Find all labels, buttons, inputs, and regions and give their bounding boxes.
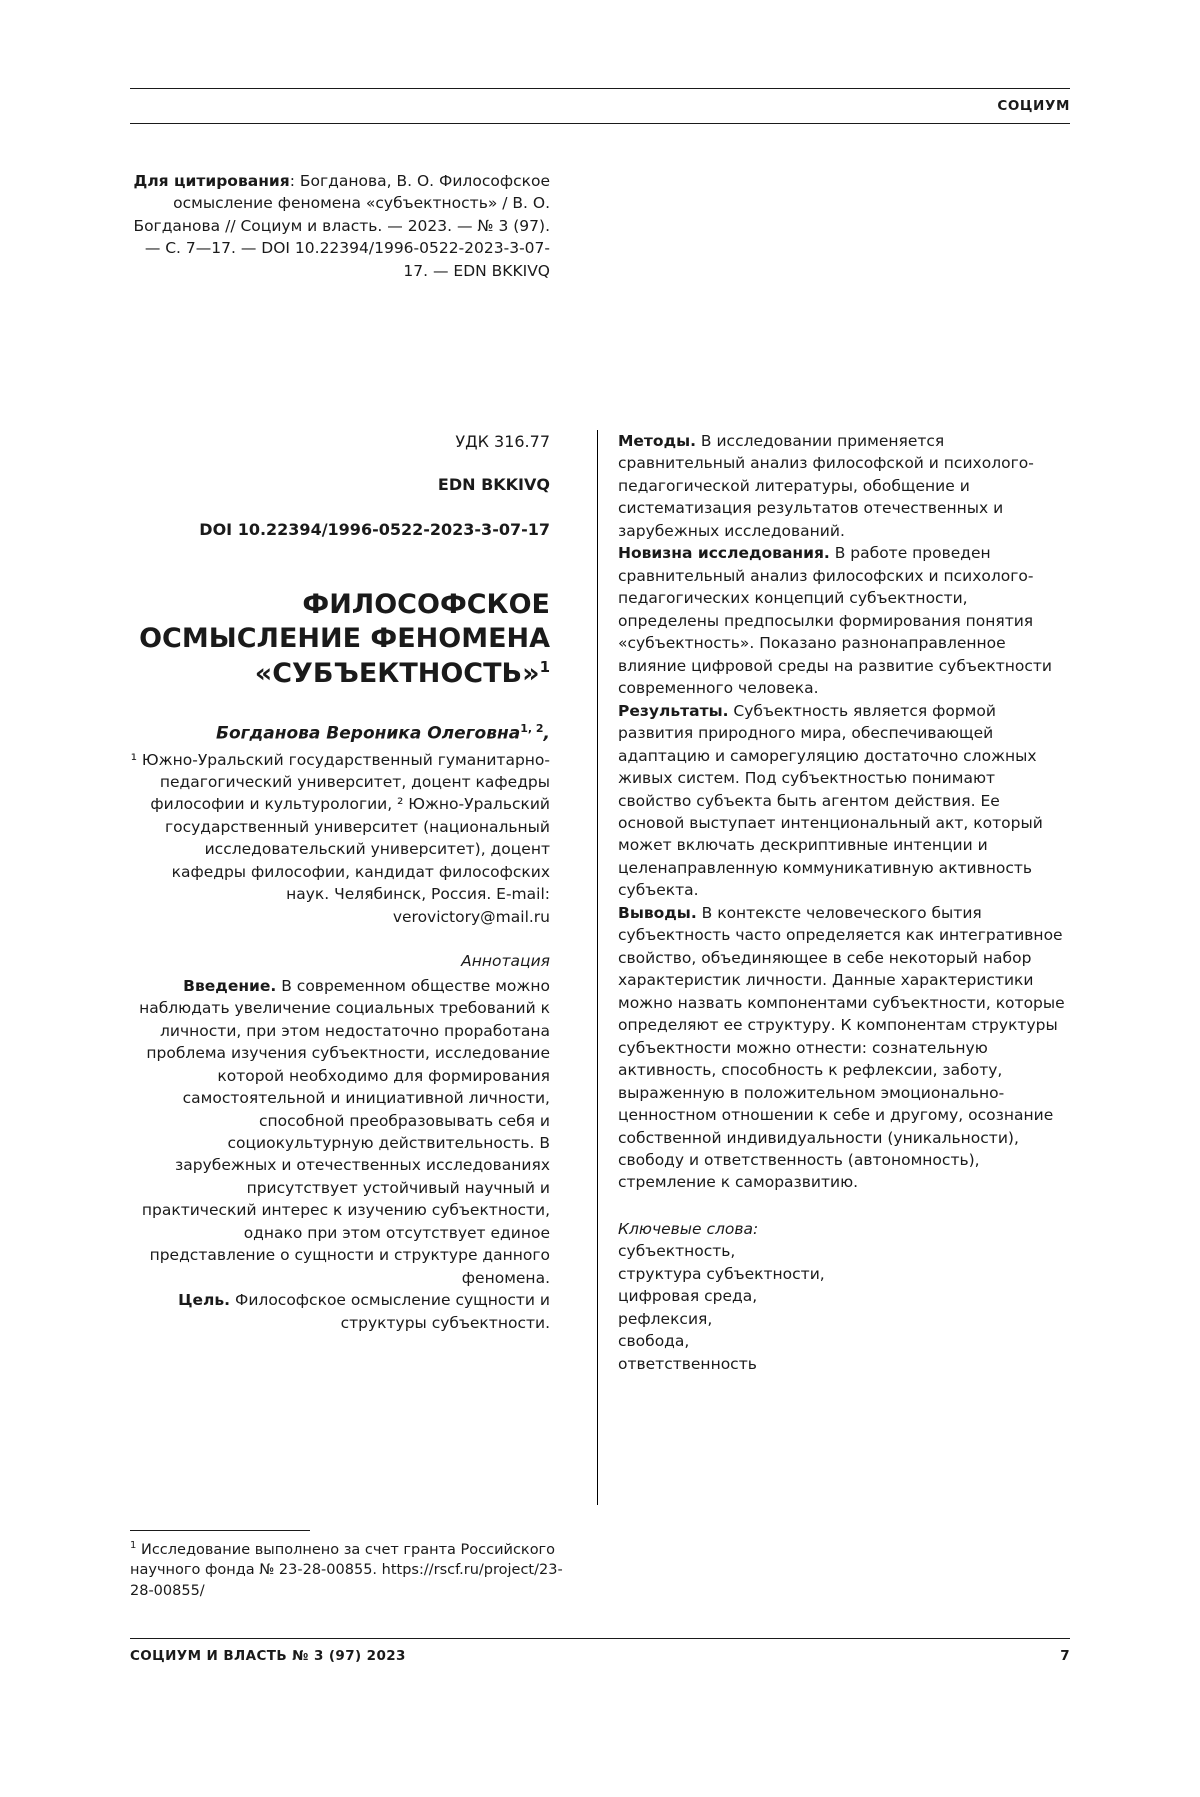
author-affiliation: ¹ Южно-Уральский государственный гуманитарно-педагогический университет, доцент кафедры философии и культурологии, ² Южно-Уральский государственный университет (национальный исследовательский университет), доцент кафедры философии, кандидат философских наук. Челябинск, Россия. E-mail: verovictory@mail.ru [130, 750, 550, 926]
keyword-item: ответственность [618, 1354, 757, 1373]
footnote [130, 1530, 582, 1602]
abstract-conclusions [618, 902, 1070, 1194]
edn-code: EDN BKKIVQ [437, 475, 550, 495]
citation-text: : Богданова, В. О. Философское осмысление феномена «субъектность» / В. О. Богданова // Социум и власть. — 2023. — № 3 (97). — С. 7—17. — DOI 10.22394/1996-0522-2023-3-07-17. — EDN BKKIVQ [133, 172, 550, 280]
goal-text: Философское осмысление сущности и структуры субъектности. [230, 1291, 550, 1332]
columns-container [130, 430, 1070, 1375]
article-title-footnote-marker: 1 [539, 657, 550, 676]
abstract-goal [130, 1289, 550, 1334]
right-column [618, 430, 1070, 1375]
abstract-results [618, 700, 1070, 902]
methods-label: Методы. [618, 432, 696, 450]
footer-row [130, 1648, 1070, 1664]
conclusions-label: Выводы. [618, 903, 697, 922]
results-text: Субъектность является формой развития природного мира, обеспечивающей адаптацию и саморегуляцию достаточно сложных живых систем. Под субъектностью понимают свойство субъекта быть агентом действия. Ее основой выступает интенциональный акт, который может включать дескриптивные интенции и целенаправленную коммуникативную активность субъекта. [618, 701, 1043, 900]
article-title-text: ФИЛОСОФСКОЕ ОСМЫСЛЕНИЕ ФЕНОМЕНА «СУБЪЕКТНОСТЬ» [139, 588, 550, 689]
keyword-item: субъектность, [618, 1242, 736, 1261]
keyword-item: цифровая среда, [618, 1287, 758, 1306]
page-header-area [130, 88, 1070, 282]
footer-rule [130, 1638, 1070, 1639]
keyword-item: свобода, [618, 1332, 690, 1351]
header-bottom-rule [130, 123, 1070, 124]
page-footer [130, 1638, 1070, 1664]
footnote-marker: 1 [130, 1540, 137, 1551]
footnote-rule [130, 1530, 310, 1531]
goal-label: Цель. [178, 1291, 231, 1310]
conclusions-text: В контексте человеческого бытия субъектность часто определяется как интегративное свойство, объединяющее в себе некоторый набор характеристик личности. Данные характеристики можно назвать компонентами субъектности, которые определяют ее структуру. К компонентам структуры субъектности можно отнести: сознательную активность, способность к рефлексии, заботу, выраженную в положительном эмоционально-ценностном отношении к себе и другому, осознание собственной индивидуальности (уникальности), свободу и ответственность (автономность), стремление к саморазвитию. [618, 903, 1065, 1192]
keywords-label: Ключевые слова: [618, 1219, 759, 1238]
abstract-label: Аннотация [461, 952, 550, 971]
abstract-introduction [130, 975, 550, 1290]
author-name-text: Богданова Вероника Олеговна [216, 723, 521, 744]
keyword-item: рефлексия, [618, 1309, 713, 1328]
abstract-methods [618, 430, 1070, 542]
results-label: Результаты. [618, 701, 729, 720]
introduction-label: Введение. [183, 976, 277, 995]
footnote-text: Исследование выполнено за счет гранта Российского научного фонда № 23-28-00855. https://rscf.ru/project/23-28-00855/ [130, 1541, 563, 1599]
introduction-text: В современном обществе можно наблюдать увеличение социальных требований к личности, при этом недостаточно проработана проблема изучения субъектности, исследование которой необходимо для формирования самостоятельной и инициативной личности, способной преобразовывать себя и социокультурную действительность. В зарубежных и отечественных исследованиях присутствует устойчивый научный и практический интерес к изучению субъектности, однако при этом отсутствует единое представление о сущности и структуре данного феномена. [139, 976, 550, 1287]
abstract-novelty [618, 542, 1070, 699]
citation-block [130, 170, 550, 282]
methods-text: В исследовании применяется сравнительный анализ философской и психолого-педагогической литературы, обобщение и систематизация результатов отечественных и зарубежных исследований. [618, 432, 1034, 540]
novelty-text: В работе проведен сравнительный анализ философских и психолого-педагогических концепций субъектности, определены предпосылки формирования понятия «субъектность». Показано разнонаправленное влияние цифровой среды на развитие субъектности современного человека. [618, 544, 1052, 698]
udk-code: УДК 316.77 [455, 432, 550, 451]
page-number: 7 [1060, 1648, 1070, 1664]
section-title: СОЦИУМ [997, 98, 1070, 114]
novelty-label: Новизна исследования. [618, 544, 830, 563]
article-title [130, 588, 550, 692]
citation-label: Для цитирования [133, 172, 290, 190]
doi-code: DOI 10.22394/1996-0522-2023-3-07-17 [199, 520, 550, 540]
left-column [130, 430, 550, 1375]
keyword-item: структура субъектности, [618, 1264, 825, 1283]
author-affiliation-marker: 1, 2 [520, 722, 544, 736]
journal-name: СОЦИУМ И ВЛАСТЬ № 3 (97) 2023 [130, 1648, 406, 1664]
author-name: Богданова Вероника Олеговна$^{1, 2}$, [216, 722, 550, 744]
header-band [130, 89, 1070, 123]
